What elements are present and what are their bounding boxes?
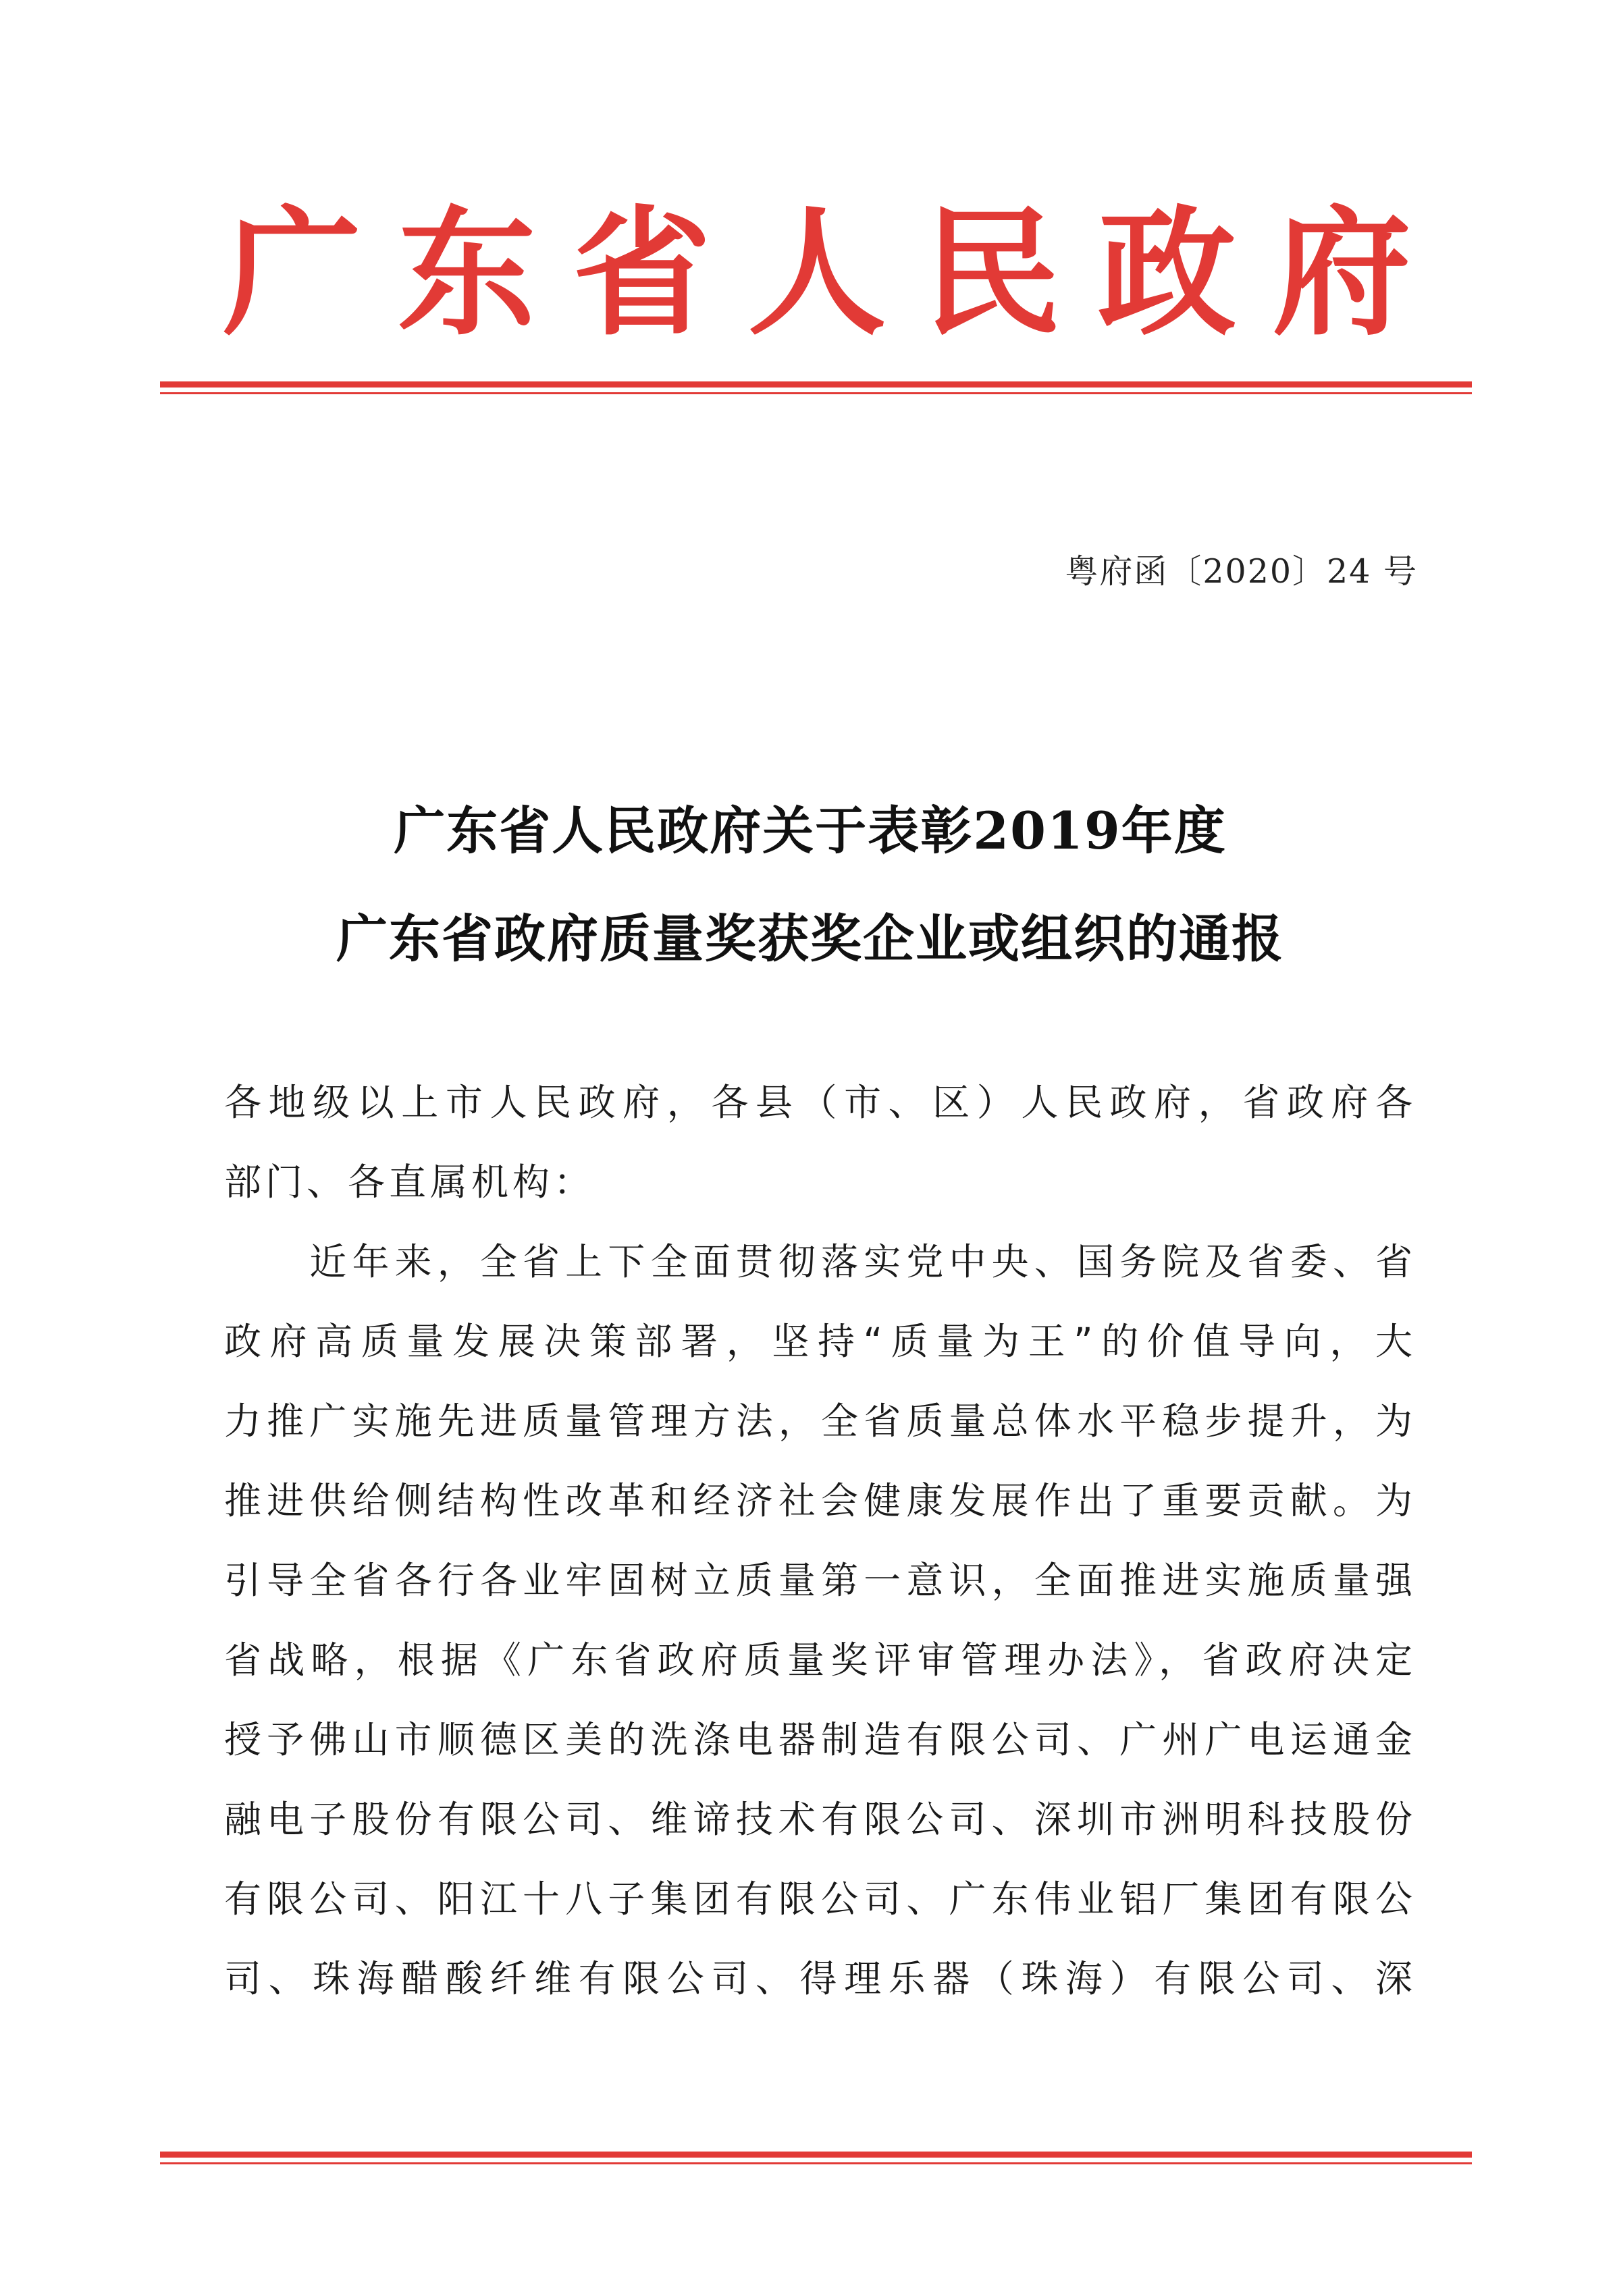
body-line: 融电子股份有限公司、维谛技术有限公司、深圳市洲明科技股份 — [224, 1798, 1412, 1841]
masthead-char: 东 — [398, 192, 537, 354]
masthead-char: 广 — [223, 192, 361, 354]
masthead-char: 民 — [922, 192, 1061, 354]
document-number: 粤府函〔2020〕24 号 — [1065, 552, 1418, 591]
body-line: 部门、各直属机构： — [224, 1160, 595, 1204]
masthead-char: 府 — [1272, 192, 1411, 354]
masthead-char: 人 — [747, 192, 886, 354]
masthead-char: 省 — [573, 192, 712, 354]
body-line: 近年来，全省上下全面贯彻落实党中央、国务院及省委、省 — [224, 1240, 1412, 1283]
masthead-char: 政 — [1097, 192, 1236, 354]
body-line: 力推广实施先进质量管理方法，全省质量总体水平稳步提升，为 — [224, 1399, 1412, 1443]
body-line: 授予佛山市顺德区美的洗涤电器制造有限公司、广州广电运通金 — [224, 1718, 1412, 1761]
body-line: 引导全省各行各业牢固树立质量第一意识，全面推进实施质量强 — [224, 1559, 1412, 1602]
header-red-rule — [160, 381, 1472, 394]
footer-red-rule — [160, 2152, 1472, 2164]
body-line: 有限公司、阳江十八子集团有限公司、广东伟业铝厂集团有限公 — [224, 1877, 1412, 1921]
masthead — [223, 192, 1411, 354]
body-line: 推进供给侧结构性改革和经济社会健康发展作出了重要贡献。为 — [224, 1479, 1412, 1522]
body-line: 各地级以上市人民政府，各县（市、区）人民政府，省政府各 — [224, 1081, 1412, 1124]
body-line: 司、珠海醋酸纤维有限公司、得理乐器（珠海）有限公司、深 — [224, 1957, 1412, 2000]
document-title-line-1: 广东省人民政府关于表彰2019年度 — [394, 801, 1227, 861]
body-line: 省战略，根据《广东省政府质量奖评审管理办法》，省政府决定 — [224, 1638, 1412, 1682]
body-line: 政府高质量发展决策部署，坚持“质量为王”的价值导向，大 — [224, 1320, 1412, 1363]
document-title-line-2: 广东省政府质量奖获奖企业或组织的通报 — [336, 909, 1284, 969]
